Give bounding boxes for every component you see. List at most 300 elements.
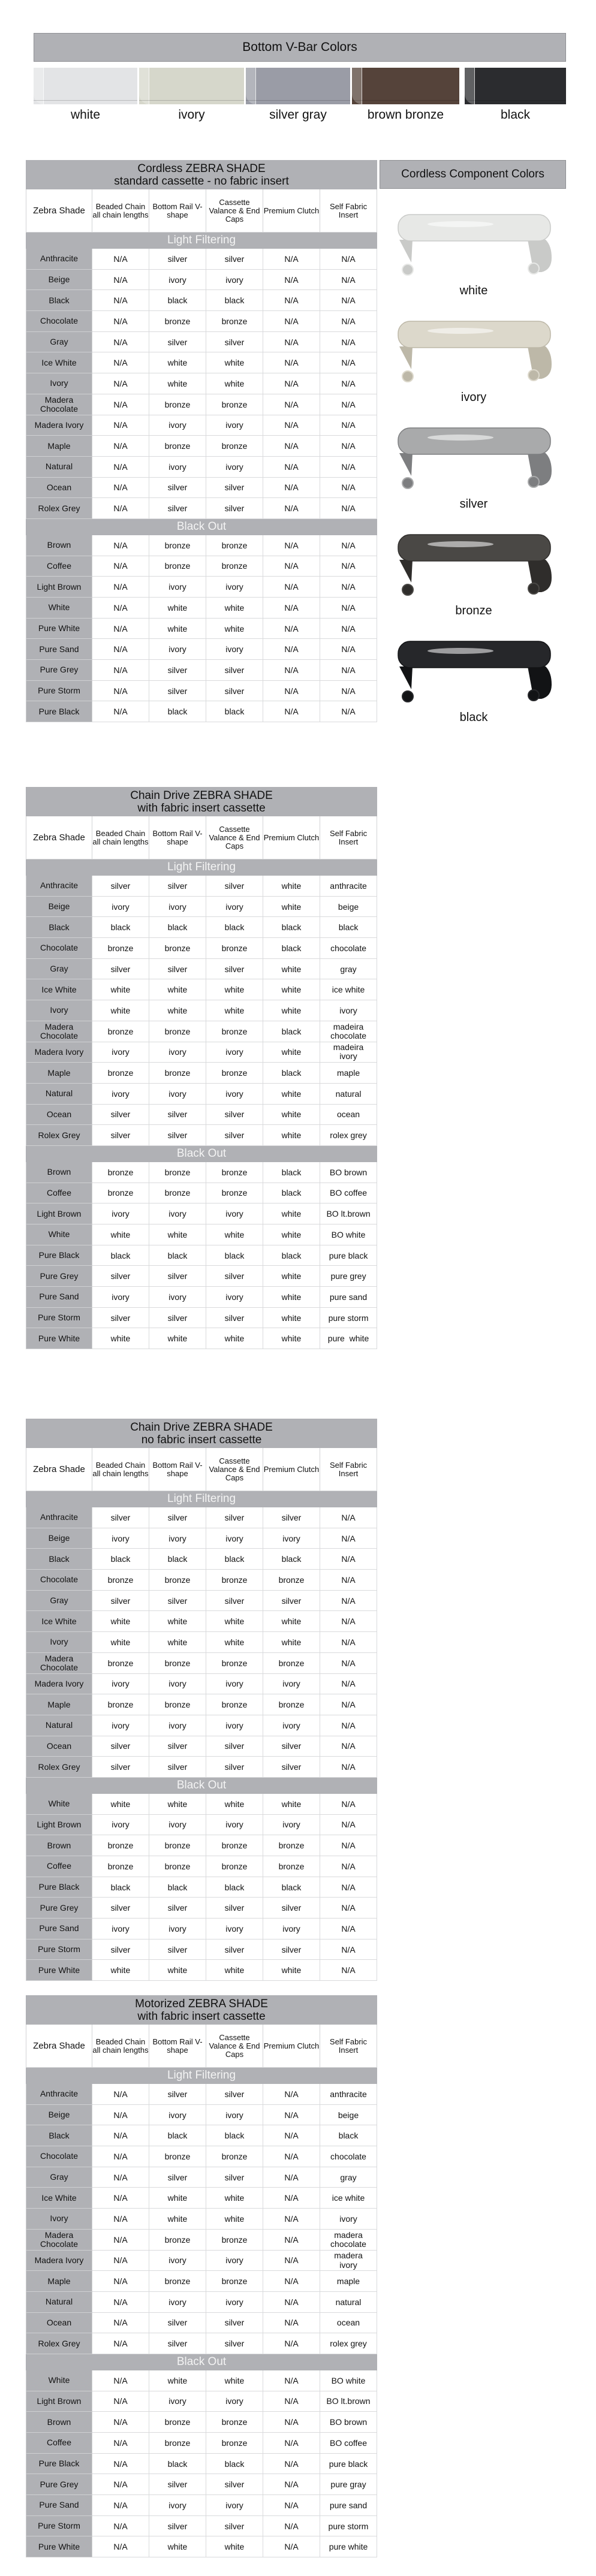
cassette-tube-icon <box>398 321 550 348</box>
component-color-cell: bronze <box>92 1183 149 1203</box>
component-color-cell: ivory <box>263 1919 320 1939</box>
component-color-cell: silver <box>206 1125 263 1146</box>
component-color-cell: white <box>206 1611 263 1632</box>
component-color-cell: black <box>206 917 263 938</box>
component-color-cell: anthracite <box>320 2084 377 2105</box>
component-color-cell: beige <box>320 2104 377 2125</box>
component-color-cell: gray <box>320 958 377 979</box>
component-color-cell: white <box>263 1042 320 1063</box>
cassette-icon <box>395 316 556 388</box>
component-color-cell: N/A <box>92 2125 149 2146</box>
component-color-cell: rolex grey <box>320 2333 377 2354</box>
component-color-cell: N/A <box>320 680 377 701</box>
column-header: Beaded Chain all chain lengths <box>92 2025 149 2068</box>
component-color-cell: white <box>149 1000 206 1021</box>
component-black <box>384 637 564 743</box>
component-color-cell: beige <box>320 896 377 917</box>
component-color-cell: N/A <box>92 2229 149 2250</box>
component-color-cell: N/A <box>320 639 377 660</box>
component-color-cell: N/A <box>263 373 320 394</box>
shade-name-cell: Pure Grey <box>26 2474 92 2495</box>
left-bracket-icon <box>399 240 413 263</box>
table-row <box>26 1224 377 1245</box>
component-color-cell: madera chocolate <box>320 2229 377 2250</box>
component-color-cell: bronze <box>149 1835 206 1856</box>
shade-name-cell: Pure Sand <box>26 1919 92 1939</box>
component-color-cell: N/A <box>263 331 320 352</box>
component-color-cell: white <box>92 1632 149 1653</box>
component-color-cell: N/A <box>263 436 320 457</box>
component-color-cell: ivory <box>206 1083 263 1104</box>
component-color-cell: bronze <box>149 2433 206 2454</box>
component-color-cell: bronze <box>206 2271 263 2292</box>
shade-name-cell: Pure Storm <box>26 2515 92 2536</box>
component-color-cell: N/A <box>320 352 377 373</box>
vbar-swatch-label: ivory <box>178 108 205 122</box>
component-color-cell: N/A <box>92 415 149 436</box>
shade-name-cell: Coffee <box>26 1183 92 1203</box>
component-color-cell: N/A <box>92 498 149 519</box>
component-color-cell: white <box>206 598 263 619</box>
shade-name-cell: Pure Sand <box>26 2495 92 2516</box>
table-row <box>26 1021 377 1042</box>
vbar-rail-line <box>246 100 350 101</box>
table-row <box>26 1549 377 1570</box>
vbar-rail-line <box>465 100 566 101</box>
table-row <box>26 1328 377 1349</box>
component-color-cell: N/A <box>320 249 377 270</box>
table-row <box>26 1507 377 1528</box>
shade-name-cell: Gray <box>26 1590 92 1611</box>
component-color-cell: pure sand <box>320 1287 377 1308</box>
component-color-label: silver <box>459 497 488 511</box>
component-color-cell: N/A <box>320 1960 377 1981</box>
component-color-cell: N/A <box>320 1570 377 1591</box>
component-color-cell: N/A <box>263 535 320 556</box>
component-color-cell: ivory <box>149 577 206 598</box>
component-color-cell: white <box>263 1104 320 1125</box>
component-color-cell: white <box>263 1083 320 1104</box>
shade-name-cell: Rolex Grey <box>26 1757 92 1778</box>
table-row <box>26 876 377 897</box>
component-color-cell: black <box>263 1877 320 1898</box>
component-color-cell: white <box>206 1328 263 1349</box>
component-color-cell: white <box>206 618 263 639</box>
component-color-cell: ivory <box>206 1814 263 1835</box>
component-color-cell: silver <box>149 1507 206 1528</box>
component-color-cell: silver <box>92 1307 149 1328</box>
component-color-cell: N/A <box>263 701 320 722</box>
component-color-cell: N/A <box>263 2146 320 2167</box>
component-color-cell: ivory <box>149 1919 206 1939</box>
table-row <box>26 249 377 270</box>
table-row <box>26 2370 377 2391</box>
component-color-label: ivory <box>460 391 487 404</box>
component-color-cell: silver <box>149 498 206 519</box>
component-color-cell: white <box>149 1960 206 1981</box>
component-color-cell: white <box>149 2188 206 2209</box>
component-color-cell: N/A <box>263 477 320 498</box>
shade-name-cell: White <box>26 598 92 619</box>
component-color-cell: silver <box>206 498 263 519</box>
component-color-cell: bronze <box>206 2229 263 2250</box>
component-color-cell: black <box>92 1549 149 1570</box>
component-color-cell: bronze <box>92 1835 149 1856</box>
table-row <box>26 1245 377 1266</box>
table-row <box>26 598 377 619</box>
component-color-cell: black <box>206 290 263 311</box>
component-color-cell: silver <box>149 680 206 701</box>
table-row <box>26 2495 377 2516</box>
table-row <box>26 2515 377 2536</box>
vbar-swatch-label: black <box>500 108 531 122</box>
vbar-profile-edge <box>139 68 149 104</box>
shade-name-cell: White <box>26 2370 92 2391</box>
component-color-cell: bronze <box>206 1856 263 1877</box>
vbar-swatch-label: brown bronze <box>367 108 444 122</box>
component-color-cell: silver <box>149 1307 206 1328</box>
table-row <box>26 311 377 332</box>
component-color-cell: ivory <box>206 1919 263 1939</box>
component-color-cell: N/A <box>263 2167 320 2188</box>
component-bronze <box>384 530 564 637</box>
component-color-cell: N/A <box>263 2333 320 2354</box>
component-color-cell: white <box>263 1632 320 1653</box>
component-color-cell: white <box>206 2370 263 2391</box>
component-color-cell: chocolate <box>320 2146 377 2167</box>
component-color-cell: N/A <box>263 2370 320 2391</box>
component-color-cell: N/A <box>320 1528 377 1549</box>
component-color-cell: N/A <box>320 556 377 577</box>
vbar-rail-line <box>139 100 244 101</box>
component-color-cell: bronze <box>92 1694 149 1715</box>
component-color-cell: silver <box>92 1939 149 1960</box>
component-color-cell: N/A <box>92 477 149 498</box>
component-color-cell: bronze <box>206 1162 263 1183</box>
component-color-cell: ivory <box>149 415 206 436</box>
table-row <box>26 2104 377 2125</box>
component-color-cell: N/A <box>320 1856 377 1877</box>
component-color-cell: ivory <box>206 577 263 598</box>
component-color-cell: ivory <box>206 2250 263 2271</box>
component-color-cell: N/A <box>92 2515 149 2536</box>
component-color-cell: N/A <box>92 352 149 373</box>
component-color-cell: silver <box>263 1757 320 1778</box>
component-color-cell: bronze <box>149 2412 206 2433</box>
shade-name-cell: Ice White <box>26 1611 92 1632</box>
component-color-cell: silver <box>149 2167 206 2188</box>
component-color-cell: bronze <box>206 1183 263 1203</box>
component-color-cell: ivory <box>149 2104 206 2125</box>
component-color-cell: black <box>320 2125 377 2146</box>
component-color-cell: silver <box>206 2474 263 2495</box>
component-color-cell: N/A <box>320 311 377 332</box>
cassette-icon <box>395 210 556 282</box>
component-color-cell: silver <box>149 958 206 979</box>
section-band-row <box>26 2068 377 2084</box>
component-color-cell: bronze <box>263 1652 320 1673</box>
component-color-cell: black <box>263 1021 320 1042</box>
column-header: Beaded Chain all chain lengths <box>92 1448 149 1491</box>
component-color-cell: white <box>92 1960 149 1981</box>
component-color-cell: white <box>149 1224 206 1245</box>
table-row <box>26 896 377 917</box>
cassette-icon <box>395 423 556 495</box>
component-color-cell: N/A <box>263 456 320 477</box>
component-color-cell: white <box>263 876 320 897</box>
component-color-cell: ivory <box>92 1083 149 1104</box>
shade-name-cell: Pure Grey <box>26 1898 92 1919</box>
component-color-cell: white <box>92 979 149 1000</box>
component-color-cell: ivory <box>149 1528 206 1549</box>
table-row <box>26 1083 377 1104</box>
component-color-cell: silver <box>206 1757 263 1778</box>
component-color-cell: silver <box>206 1590 263 1611</box>
component-color-cell: white <box>263 979 320 1000</box>
component-color-cell: bronze <box>92 1570 149 1591</box>
table-row <box>26 1694 377 1715</box>
component-color-cell: white <box>92 1328 149 1349</box>
component-color-cell: N/A <box>320 701 377 722</box>
component-color-cell: bronze <box>206 1694 263 1715</box>
component-color-cell: white <box>206 979 263 1000</box>
component-color-cell: silver <box>263 1590 320 1611</box>
column-header: Zebra Shade <box>26 816 92 859</box>
component-color-cell: pure storm <box>320 1307 377 1328</box>
component-color-cell: silver <box>92 958 149 979</box>
shade-name-cell: Ivory <box>26 1632 92 1653</box>
component-color-cell: N/A <box>263 2536 320 2557</box>
color-table-1 <box>26 160 377 722</box>
component-color-cell: N/A <box>263 2291 320 2312</box>
component-ivory <box>384 316 564 423</box>
component-color-cell: silver <box>92 1125 149 1146</box>
component-color-cell: silver <box>149 1736 206 1757</box>
component-color-cell: N/A <box>92 2188 149 2209</box>
vbar-swatch-row <box>34 68 566 105</box>
component-color-cell: bronze <box>263 1694 320 1715</box>
shade-name-cell: Black <box>26 290 92 311</box>
component-color-cell: anthracite <box>320 876 377 897</box>
component-color-cell: silver <box>92 1757 149 1778</box>
component-color-cell: bronze <box>149 436 206 457</box>
table-row <box>26 394 377 415</box>
cassette-tube-icon <box>398 215 550 241</box>
table-row <box>26 1590 377 1611</box>
component-color-cell: bronze <box>149 1162 206 1183</box>
component-color-cell: bronze <box>206 394 263 415</box>
component-color-cell: silver <box>149 1757 206 1778</box>
shade-name-cell: Ocean <box>26 2312 92 2333</box>
component-color-cell: N/A <box>320 1611 377 1632</box>
component-color-cell: chocolate <box>320 938 377 959</box>
component-color-cell: N/A <box>320 1814 377 1835</box>
component-color-cell: silver <box>206 660 263 681</box>
table-row <box>26 331 377 352</box>
component-color-cell: N/A <box>263 2250 320 2271</box>
vbar-swatch-ivory <box>139 68 244 104</box>
component-color-cell: ice white <box>320 979 377 1000</box>
component-color-cell: N/A <box>92 2474 149 2495</box>
table-title-line2: with fabric insert cassette <box>137 2010 266 2023</box>
table-row <box>26 1877 377 1898</box>
component-color-cell: bronze <box>149 2229 206 2250</box>
component-color-cell: white <box>206 2188 263 2209</box>
shade-name-cell: Pure Storm <box>26 680 92 701</box>
table-row <box>26 1203 377 1224</box>
left-bracket-icon <box>399 666 413 689</box>
end-plug-right-icon <box>528 370 539 381</box>
component-color-cell: silver <box>149 1939 206 1960</box>
shade-name-cell: Rolex Grey <box>26 1125 92 1146</box>
component-color-cell: madera ivory <box>320 2250 377 2271</box>
component-color-cell: N/A <box>263 2312 320 2333</box>
component-color-cell: ivory <box>149 456 206 477</box>
component-color-cell: ivory <box>92 1673 149 1694</box>
component-color-cell: silver <box>263 1736 320 1757</box>
component-color-cell: N/A <box>92 2370 149 2391</box>
component-color-cell: N/A <box>320 436 377 457</box>
left-bracket-icon <box>399 346 413 369</box>
end-plug-left-icon <box>402 264 413 275</box>
component-color-cell: ivory <box>149 639 206 660</box>
component-color-cell: silver <box>206 1898 263 1919</box>
component-color-cell: N/A <box>92 2271 149 2292</box>
component-color-cell: black <box>149 1877 206 1898</box>
component-color-cell: N/A <box>92 2250 149 2271</box>
component-color-cell: black <box>206 2125 263 2146</box>
component-color-cell: madeira chocolate <box>320 1021 377 1042</box>
component-color-cell: ivory <box>206 1203 263 1224</box>
component-color-cell: pure grey <box>320 1266 377 1287</box>
component-color-cell: white <box>206 1960 263 1981</box>
component-color-cell: ivory <box>92 1203 149 1224</box>
column-header: Cassette Valance & End Caps <box>206 816 263 859</box>
component-color-cell: ivory <box>149 1287 206 1308</box>
component-color-cell: N/A <box>92 556 149 577</box>
section-band-row <box>26 233 377 249</box>
component-color-cell: N/A <box>320 498 377 519</box>
component-color-cell: black <box>263 1549 320 1570</box>
component-color-cell: pure black <box>320 2453 377 2474</box>
component-color-cell: N/A <box>263 269 320 290</box>
table-row <box>26 2474 377 2495</box>
shade-name-cell: Anthracite <box>26 1507 92 1528</box>
component-color-cell: N/A <box>320 1673 377 1694</box>
shade-name-cell: Madera Ivory <box>26 1673 92 1694</box>
component-color-cell: N/A <box>92 373 149 394</box>
component-color-cell: silver <box>206 477 263 498</box>
component-color-cell: bronze <box>263 1835 320 1856</box>
component-color-cell: N/A <box>320 1632 377 1653</box>
table-row <box>26 436 377 457</box>
shade-name-cell: Gray <box>26 958 92 979</box>
component-color-cell: pure black <box>320 1245 377 1266</box>
component-color-cell: N/A <box>92 639 149 660</box>
component-color-cell: N/A <box>320 290 377 311</box>
table-row <box>26 1104 377 1125</box>
table-title <box>26 1419 377 1448</box>
column-header: Zebra Shade <box>26 2025 92 2068</box>
column-header: Premium Clutch <box>263 189 320 233</box>
component-color-cell: white <box>206 1224 263 1245</box>
cassette-icon <box>395 530 556 602</box>
shade-name-cell: Black <box>26 2125 92 2146</box>
component-color-cell: silver <box>92 1590 149 1611</box>
shade-name-cell: Pure Black <box>26 1877 92 1898</box>
end-plug-left-icon <box>402 371 413 382</box>
section-label: Black Out <box>26 1777 377 1793</box>
component-color-cell: ivory <box>149 1203 206 1224</box>
left-bracket-icon <box>399 560 413 583</box>
component-color-cell: N/A <box>263 498 320 519</box>
component-color-cell: white <box>263 1000 320 1021</box>
component-color-cell: N/A <box>92 2333 149 2354</box>
table-row <box>26 456 377 477</box>
component-color-cell: pure storm <box>320 2515 377 2536</box>
table-row <box>26 2391 377 2412</box>
component-color-cell: silver <box>92 1898 149 1919</box>
shade-name-cell: Pure Black <box>26 701 92 722</box>
component-color-cell: silver <box>206 1507 263 1528</box>
component-color-cell: silver <box>149 1590 206 1611</box>
component-color-cell: bronze <box>206 1570 263 1591</box>
component-color-cell: N/A <box>92 2167 149 2188</box>
table-row <box>26 1266 377 1287</box>
section-band-row <box>26 1491 377 1507</box>
component-color-cell: N/A <box>320 660 377 681</box>
component-color-cell: N/A <box>263 352 320 373</box>
component-color-cell: silver <box>149 1266 206 1287</box>
component-color-cell: BO white <box>320 2370 377 2391</box>
component-color-cell: N/A <box>263 2474 320 2495</box>
shade-name-cell: Madera Ivory <box>26 1042 92 1063</box>
column-header: Self Fabric Insert <box>320 816 377 859</box>
component-color-cell: ivory <box>92 1042 149 1063</box>
shade-name-cell: Ice White <box>26 979 92 1000</box>
table-row <box>26 556 377 577</box>
table-row <box>26 2291 377 2312</box>
shade-name-cell: Brown <box>26 1162 92 1183</box>
component-color-cell: N/A <box>92 2412 149 2433</box>
component-color-cell: N/A <box>263 618 320 639</box>
shade-name-cell: Pure Black <box>26 1245 92 1266</box>
table-title-row <box>26 161 377 189</box>
component-color-cell: N/A <box>92 618 149 639</box>
component-color-cell: white <box>263 1266 320 1287</box>
table-row <box>26 2536 377 2557</box>
shade-name-cell: Madera Chocolate <box>26 1021 92 1042</box>
component-color-cell: white <box>263 1328 320 1349</box>
shade-name-cell: Beige <box>26 2104 92 2125</box>
component-color-cell: white <box>206 1632 263 1653</box>
vbar-swatch-silver-gray <box>246 68 350 104</box>
component-color-cell: silver <box>149 1898 206 1919</box>
component-color-cell: N/A <box>92 2084 149 2105</box>
table-title-line1: Cordless ZEBRA SHADE <box>137 162 266 175</box>
vbar-swatch-white <box>34 68 137 104</box>
component-color-cell: N/A <box>263 2084 320 2105</box>
component-color-cell: N/A <box>263 2391 320 2412</box>
table-row <box>26 2229 377 2250</box>
component-color-cell: white <box>149 979 206 1000</box>
component-color-cell: N/A <box>263 680 320 701</box>
section-band-row <box>26 518 377 535</box>
component-color-cell: ivory <box>206 2291 263 2312</box>
table-row <box>26 1715 377 1736</box>
table-row <box>26 701 377 722</box>
component-color-cell: N/A <box>92 2433 149 2454</box>
